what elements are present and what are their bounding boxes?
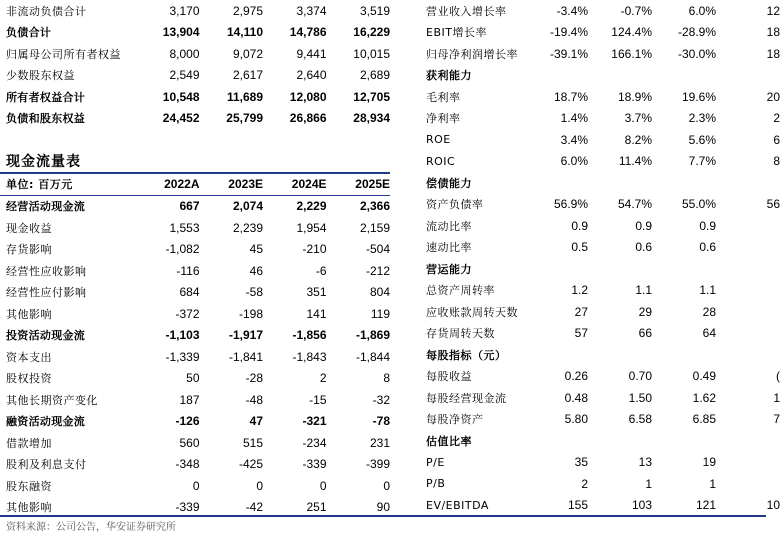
row-value: 0.9 [699,218,716,233]
row-value: 187 [179,392,200,407]
table-row [0,432,390,454]
row-value: -504 [365,242,390,257]
row-label: 偿债能力 [426,176,472,190]
row-value: 19.6% [681,89,716,104]
row-value [716,215,780,237]
row-value: 54.7% [617,197,652,212]
table-row [0,65,390,87]
table-row [420,344,780,366]
row-value: -339 [302,457,327,472]
row-value: -210 [302,242,327,257]
row-label: P/E [426,455,445,469]
row-value: -1,917 [228,328,263,343]
year-header: 2025E [327,173,391,195]
row-value: 3,170 [169,3,200,18]
row-value: 18.9% [617,89,652,104]
table-row [420,409,780,431]
table-row [420,0,780,22]
table-row [420,387,780,409]
row-value: 0.9 [635,218,652,233]
row-value: -28 [245,371,263,386]
row-label: 经营性应收影响 [6,264,87,278]
row-label: 流动比率 [426,219,472,233]
row-value: -30.0% [677,46,716,61]
table-row [420,237,780,259]
row-value: -1,339 [165,349,200,364]
row-label: 营运能力 [426,262,472,276]
row-value: 24,452 [162,111,200,126]
row-value: 1.4% [560,111,588,126]
row-value: 19 [702,455,716,470]
row-value: 684 [179,285,200,300]
row-value: 35 [574,455,588,470]
row-value: 27 [574,304,588,319]
row-value: -321 [302,414,327,429]
row-value: 3,519 [359,3,390,18]
row-value: 804 [369,285,390,300]
row-value: -399 [365,457,390,472]
table-row [0,475,390,497]
table-row [420,151,780,173]
row-label: 借款增加 [6,436,52,450]
row-label: 非流动负债合计 [6,4,87,18]
row-label: 净利率 [426,112,461,126]
row-value: 1.1 [635,283,652,298]
row-value: 13,904 [162,25,200,40]
row-value: -58 [245,285,263,300]
table-row [0,411,390,433]
left-panel [0,0,398,515]
row-value: 8,000 [169,46,200,61]
row-value: -212 [365,263,390,278]
row-label: 其他影响 [6,307,52,321]
row-value: 64 [702,326,716,341]
row-value [716,172,780,194]
row-label: 归母净利润增长率 [426,47,518,61]
row-value [588,344,652,366]
row-value: 18 [766,25,780,40]
row-value: -32 [372,392,390,407]
row-value [716,65,780,87]
row-value: 515 [242,435,263,450]
row-label: 投资活动现金流 [6,329,86,343]
row-value: -28.9% [677,25,716,40]
row-value: -372 [175,306,200,321]
row-value: 2,640 [296,68,327,83]
table-row [420,323,780,345]
row-value: 1.62 [692,390,716,405]
unit-label: 单位: 百万元 [0,173,136,195]
row-label: 每股指标（元） [426,348,507,362]
row-value [652,65,716,87]
row-value: -19.4% [549,25,588,40]
row-label: 存货影响 [6,243,52,257]
table-row [0,325,390,347]
row-label: EV/EBITDA [426,498,489,512]
row-value: 12,705 [353,89,390,104]
row-value: 0 [192,478,200,493]
row-value: 1 [645,476,652,491]
row-value: 0.5 [571,240,588,255]
row-value: -1,856 [292,328,327,343]
row-value: 9,072 [232,46,263,61]
row-label: 股东融资 [6,479,52,493]
row-value: 6 [773,132,780,147]
row-value [716,301,780,323]
row-value [716,452,780,474]
row-value: 12,080 [289,89,327,104]
row-value: 18 [766,46,780,61]
row-value: 28,934 [353,111,390,126]
row-label: 速动比率 [426,241,472,255]
table-row [420,430,780,452]
table-row [0,22,390,44]
row-value: 2,689 [359,68,390,83]
row-value: 0.6 [699,240,716,255]
row-value: 5.6% [688,132,716,147]
row-label: 其他长期资产变化 [6,393,98,407]
row-value [716,237,780,259]
row-value: 0.70 [628,369,652,384]
row-value [716,258,780,280]
row-value: 103 [631,498,652,513]
row-value: 3,374 [296,3,327,18]
row-value [588,65,652,87]
row-value [524,258,588,280]
row-value: 2 [773,111,780,126]
row-value: 16,229 [353,25,390,40]
row-value: -1,082 [165,242,200,257]
row-value: 8 [383,371,390,386]
row-value: 12 [766,3,780,18]
row-label: 少数股东权益 [6,69,75,83]
row-value: 155 [567,498,588,513]
row-value [716,473,780,495]
row-value: 166.1% [611,46,652,61]
row-label: 每股收益 [426,370,472,384]
table-row [0,195,390,217]
row-label: 估值比率 [426,434,472,448]
row-value: -1,103 [165,328,200,343]
table-row [420,129,780,151]
row-label: ROIC [426,154,456,168]
row-value: 66 [638,326,652,341]
table-row [420,22,780,44]
table-row [420,473,780,495]
row-value: 0 [383,478,390,493]
row-value: 2 [581,476,588,491]
row-value: 90 [376,500,390,515]
row-value: 1.2 [571,283,588,298]
row-label: 现金收益 [6,221,52,235]
row-label: 每股经营现金流 [426,391,507,405]
table-row [0,0,390,22]
row-label: 毛利率 [426,90,461,104]
table-row [0,239,390,261]
row-value [716,344,780,366]
row-value: -198 [238,306,263,321]
row-value: 6.58 [628,412,652,427]
row-label: 归属母公司所有者权益 [6,47,121,61]
row-value: 0.9 [571,218,588,233]
table-row [420,280,780,302]
table-row [0,43,390,65]
row-label: 所有者权益合计 [6,90,86,104]
year-header: 2022A [136,173,200,195]
row-label: 股利及利息支付 [6,458,87,472]
row-value: -425 [238,457,263,472]
row-value: -1,843 [292,349,327,364]
row-value: 7.7% [688,154,716,169]
cashflow-table [0,173,390,518]
row-value: 28 [702,304,716,319]
row-value: 124.4% [611,25,652,40]
row-value: -1,844 [355,349,390,364]
row-value: 2,239 [232,220,263,235]
row-value: 18.7% [553,89,588,104]
row-value: 141 [306,306,327,321]
row-value: 1 [773,390,780,405]
row-value: 7 [773,412,780,427]
row-value: 2,617 [232,68,263,83]
source-note: 资料来源：公司公告，华安证券研究所 [6,522,176,533]
row-value [716,323,780,345]
row-value: 2,975 [232,3,263,18]
row-value: 2 [319,371,327,386]
row-value: -234 [302,435,327,450]
row-value [716,430,780,452]
row-value: ( [776,369,780,384]
row-value: 20 [766,89,780,104]
table-row [420,258,780,280]
row-value: 231 [369,435,390,450]
row-value: 2,074 [232,199,263,214]
row-value [524,344,588,366]
row-value: 0.48 [564,390,588,405]
row-value: 5.80 [564,412,588,427]
row-value: 251 [306,500,327,515]
row-value [652,430,716,452]
row-value: -126 [175,414,200,429]
row-value: 11,689 [226,89,263,104]
row-label: 每股净资产 [426,413,484,427]
row-value: 10 [766,498,780,513]
row-value: 8.2% [624,132,652,147]
table-row [0,282,390,304]
table-row [420,452,780,474]
row-value: -15 [309,392,327,407]
row-label: 经营性应付影响 [6,286,87,300]
row-value: -1,841 [228,349,263,364]
row-value: 6.0% [560,154,588,169]
table-row [0,260,390,282]
table-row [420,86,780,108]
row-value: 6.85 [692,412,716,427]
row-value: 9,441 [296,46,327,61]
row-value: 11.4% [618,154,652,169]
row-value: 10,548 [162,89,200,104]
table-row [420,108,780,130]
row-label: 经营活动现金流 [6,200,86,214]
row-value: -1,869 [355,328,390,343]
row-value [652,344,716,366]
row-value: -78 [372,414,390,429]
row-label: 资产负债率 [426,198,484,212]
row-value: 0.6 [635,240,652,255]
row-label: ROE [426,133,451,147]
row-value: 0 [256,478,263,493]
row-value: 57 [574,326,588,341]
row-value: 6.0% [688,3,716,18]
row-value: 50 [186,371,200,386]
table-row [420,43,780,65]
row-value: 26,866 [289,111,327,126]
row-value [588,258,652,280]
table-row [0,108,390,130]
row-value [652,172,716,194]
table-row [420,301,780,323]
row-value: 351 [306,285,327,300]
row-label: 获利能力 [426,69,472,83]
row-value: 2.3% [688,111,716,126]
table-row [420,172,780,194]
row-value: 14,786 [289,25,327,40]
row-value [524,430,588,452]
row-value: 13 [638,455,652,470]
row-value: 667 [179,199,200,214]
row-value: 29 [638,304,652,319]
cashflow-title: 现金流量表 [6,154,81,170]
row-label: 股权投资 [6,372,52,386]
ratio-table [420,0,780,516]
row-value: 45 [249,242,263,257]
row-value: 3.7% [624,111,652,126]
row-label: EBIT增长率 [426,26,487,40]
row-value: 10,015 [353,46,390,61]
table-row [0,217,390,239]
table-row [420,194,780,216]
row-value: -39.1% [549,46,588,61]
row-value: 56 [766,197,780,212]
year-header: 2024E [263,173,327,195]
row-label: 营业收入增长率 [426,4,507,18]
row-value: 14,110 [226,25,263,40]
row-value: 1,954 [296,220,327,235]
row-label: P/B [426,477,446,491]
row-value: -0.7% [620,3,652,18]
row-value [652,258,716,280]
row-value: -6 [315,263,327,278]
table-row [420,215,780,237]
row-value [524,65,588,87]
table-row [0,86,390,108]
table-row [420,65,780,87]
row-value: 2,366 [359,199,390,214]
row-value: 3.4% [560,132,588,147]
row-value: 1,553 [169,220,200,235]
row-label: 融资活动现金流 [6,415,86,429]
row-value: 560 [179,435,200,450]
row-label: 资本支出 [6,350,52,364]
row-value: 56.9% [553,197,588,212]
balance-sheet-table [0,0,390,129]
table-row [420,495,780,517]
row-value: -48 [245,392,263,407]
table-row [0,303,390,325]
row-value: 25,799 [226,111,263,126]
row-value [588,172,652,194]
row-value: 0 [319,478,327,493]
row-label: 应收账款周转天数 [426,305,518,319]
table-row [0,389,390,411]
row-value [524,172,588,194]
row-value: 0.49 [692,369,716,384]
table-row [420,366,780,388]
row-value: 0.26 [564,369,588,384]
row-value: 119 [370,306,390,321]
row-label: 负债和股东权益 [6,112,86,126]
row-value: 2,159 [359,220,390,235]
row-value: 2,229 [296,199,327,214]
row-value: -42 [245,500,263,515]
table-row [0,454,390,476]
row-value: 46 [249,263,263,278]
cashflow-header-row [0,173,390,195]
row-value: 1 [709,476,716,491]
row-value: -116 [176,263,200,278]
row-value: 1.50 [628,390,652,405]
right-panel [420,0,780,516]
bottom-rule [0,515,766,517]
table-row [0,346,390,368]
row-value: -339 [175,500,200,515]
row-value [588,430,652,452]
year-header: 2023E [200,173,264,195]
row-value [716,280,780,302]
row-value: 8 [773,154,780,169]
row-value: 47 [249,414,263,429]
row-value: -348 [175,457,200,472]
row-value: -3.4% [556,3,588,18]
row-value: 55.0% [681,197,716,212]
row-label: 存货周转天数 [426,327,495,341]
row-value: 1.1 [699,283,716,298]
row-label: 其他影响 [6,501,52,515]
row-label: 总资产周转率 [426,284,495,298]
table-row [0,368,390,390]
row-label: 负债合计 [6,26,52,40]
row-value: 2,549 [169,68,200,83]
row-value: 121 [695,498,716,513]
